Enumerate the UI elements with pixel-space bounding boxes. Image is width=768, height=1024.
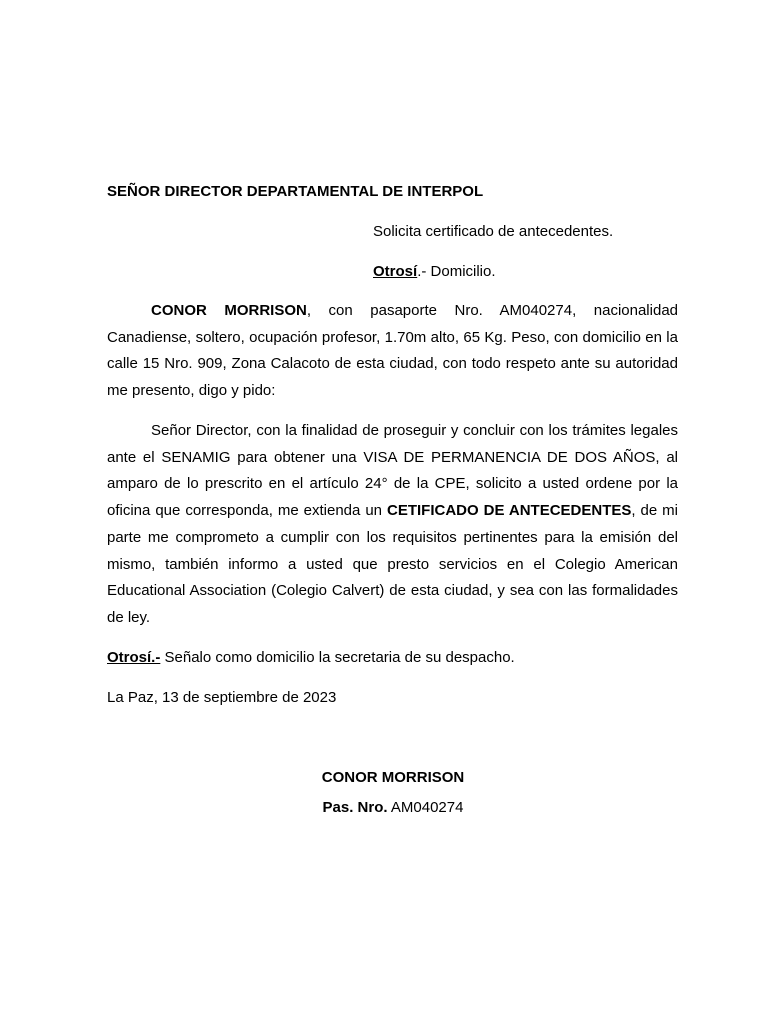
paragraph-request xyxy=(107,418,678,632)
otrosi-body-text: Señalo como domicilio la secretaria de su despacho. xyxy=(160,649,515,666)
date-line: La Paz, 13 de septiembre de 2023 xyxy=(107,689,337,706)
paragraph-request-text-after: , de mi parte me comprometo a cumplir con los requisitos pertinentes para la emisión del mismo, también informo a usted que presto servicios en el Colegio American Educational Association (Colegio Calvert) de esta ciudad, y sea con las formalidades de ley. xyxy=(107,502,678,626)
paragraph-introduction xyxy=(107,298,678,405)
otrosi-body-label: Otrosí.- xyxy=(107,649,161,666)
otrosi-header xyxy=(373,262,496,282)
paragraph-request-text-before: Señor Director, con la finalidad de proseguir y concluir con los trámites legales ante el SENAMIG para obtener una VISA DE PERMANENCIA DE DOS AÑOS, al amparo de lo prescrito en el artículo 24° de la CPE, solicito a usted ordene por la oficina que corresponda, me extienda un xyxy=(107,422,678,520)
signature-name: CONOR MORRISON xyxy=(321,769,465,786)
signature-passport-number: AM040274 xyxy=(387,799,464,816)
applicant-name: CONOR MORRISON xyxy=(151,302,307,319)
signature-passport xyxy=(200,798,586,818)
letter-subject: Solicita certificado de antecedentes. xyxy=(373,223,614,240)
signature-passport-label: Pas. Nro. xyxy=(322,799,388,816)
paragraph-introduction-text: , con pasaporte Nro. AM040274, nacionalidad Canadiense, soltero, ocupación profesor, 1.70m alto, 65 Kg. Peso, con domicilio en la calle 15 Nro. 909, Zona Calacoto de esta ciudad, con todo respeto ante su autoridad me presento, digo y pido: xyxy=(107,302,679,400)
letter-heading: SEÑOR DIRECTOR DEPARTAMENTAL DE INTERPOL xyxy=(107,183,484,200)
otrosi-body xyxy=(107,648,515,668)
paragraph-request-certificate: CETIFICADO DE ANTECEDENTES xyxy=(386,502,632,520)
otrosi-header-text: .- Domicilio. xyxy=(417,263,496,280)
otrosi-header-label: Otrosí xyxy=(373,263,418,280)
